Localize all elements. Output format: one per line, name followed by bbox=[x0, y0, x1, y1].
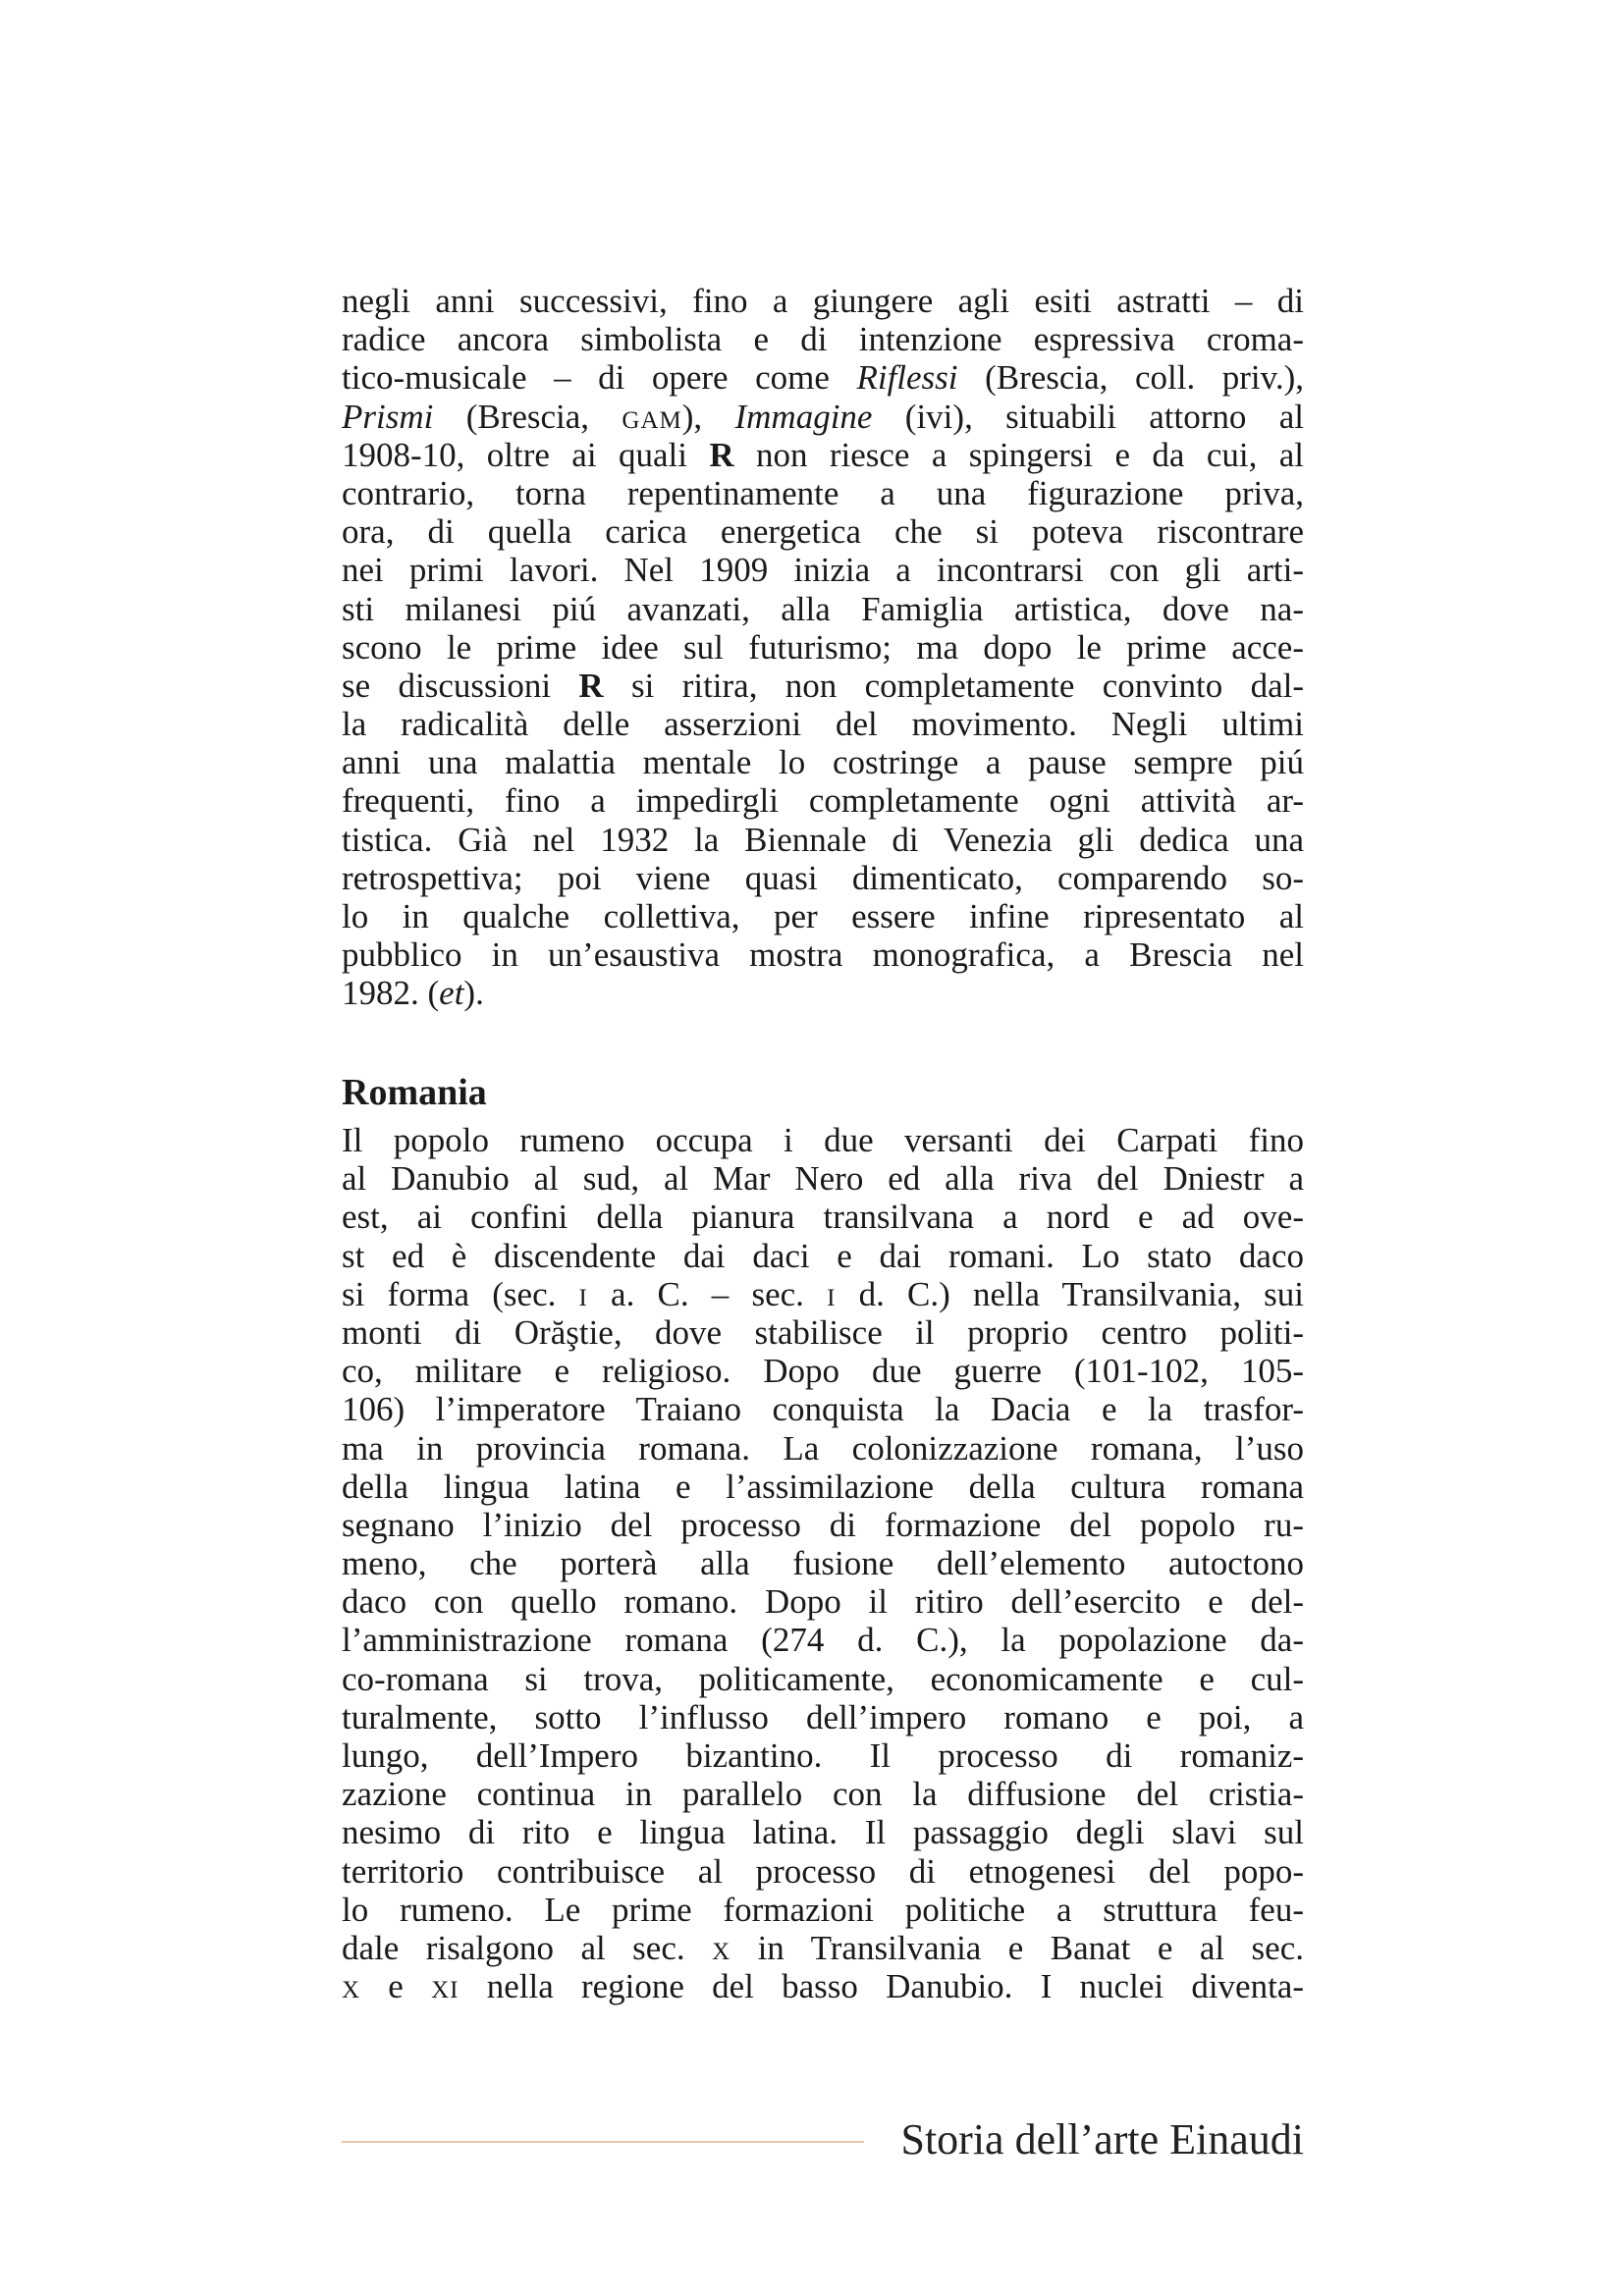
text-line: segnano l’inizio del processo di formazione del popolo ru- bbox=[342, 1505, 1304, 1544]
text-line: tistica. Già nel 1932 la Biennale di Venezia gli dedica una bbox=[342, 820, 1304, 859]
paragraph-romania bbox=[342, 1121, 1304, 2005]
text-line: ora, di quella carica energetica che si poteva riscontrare bbox=[342, 512, 1304, 552]
text-line: st ed è discendente dai daci e dai romani. Lo stato daco bbox=[342, 1236, 1304, 1275]
text-line: est, ai confini della pianura transilvana a nord e ad ove- bbox=[342, 1198, 1304, 1237]
text-line: daco con quello romano. Dopo il ritiro dell’esercito e del- bbox=[342, 1582, 1304, 1622]
text-line: x e xi nella regione del basso Danubio. I nuclei diventa- bbox=[342, 1967, 1304, 2006]
text-line: della lingua latina e l’assimilazione della cultura romana bbox=[342, 1467, 1304, 1506]
text-line: si forma (sec. i a. C. – sec. i d. C.) nella Transilvania, sui bbox=[342, 1274, 1304, 1313]
text-line: nesimo di rito e lingua latina. Il passaggio degli slavi sul bbox=[342, 1813, 1304, 1852]
text-line: anni una malattia mentale lo costringe a pause sempre piú bbox=[342, 743, 1304, 782]
text-line: radice ancora simbolista e di intenzione espressiva croma- bbox=[342, 320, 1304, 359]
text-line: contrario, torna repentinamente a una figurazione priva, bbox=[342, 473, 1304, 512]
text-line: Il popolo rumeno occupa i due versanti dei Carpati fino bbox=[342, 1121, 1304, 1159]
section-heading: Romania bbox=[342, 1072, 487, 1113]
text-line: se discussioni R si ritira, non completamente convinto dal- bbox=[342, 666, 1304, 705]
text-line: lo in qualche collettiva, per essere infine ripresentato al bbox=[342, 897, 1304, 935]
text-line: co, militare e religioso. Dopo due guerre (101-102, 105- bbox=[342, 1352, 1304, 1391]
text-line: monti di Orăştie, dove stabilisce il proprio centro politi- bbox=[342, 1312, 1304, 1352]
text-line: ma in provincia romana. La colonizzazione romana, l’uso bbox=[342, 1428, 1304, 1468]
text-line: retrospettiva; poi viene quasi dimenticato, comparendo so- bbox=[342, 858, 1304, 897]
text-line: 1982. (et). bbox=[342, 974, 484, 1013]
text-line: pubblico in un’esaustiva mostra monografica, a Brescia nel bbox=[342, 935, 1304, 975]
text-line: frequenti, fino a impedirgli completamente ogni attività ar- bbox=[342, 781, 1304, 821]
text-line: dale risalgono al sec. x in Transilvania e Banat e al sec. bbox=[342, 1928, 1304, 1967]
text-line: l’amministrazione romana (274 d. C.), la popolazione da- bbox=[342, 1621, 1304, 1660]
text-line: negli anni successivi, fino a giungere agli esiti astratti – di bbox=[342, 282, 1304, 320]
text-line: lungo, dell’Impero bizantino. Il processo di romaniz- bbox=[342, 1736, 1304, 1775]
text-line: al Danubio al sud, al Mar Nero ed alla riva del Dniestr a bbox=[342, 1159, 1304, 1199]
footer-rule bbox=[342, 2141, 864, 2143]
text-line: meno, che porterà alla fusione dell’elemento autoctono bbox=[342, 1544, 1304, 1583]
text-line: tico-musicale – di opere come Riflessi (Brescia, coll. priv.), bbox=[342, 358, 1304, 398]
footer-publication-title: Storia dell’arte Einaudi bbox=[900, 2115, 1304, 2163]
text-line: turalmente, sotto l’influsso dell’impero romano e poi, a bbox=[342, 1697, 1304, 1736]
text-line: la radicalità delle asserzioni del movimento. Negli ultimi bbox=[342, 705, 1304, 744]
text-line: co-romana si trova, politicamente, economicamente e cul- bbox=[342, 1659, 1304, 1698]
paragraph-continuation bbox=[342, 282, 1304, 1013]
text-line: zazione continua in parallelo con la diffusione del cristia- bbox=[342, 1775, 1304, 1814]
text-line: sti milanesi piú avanzati, alla Famiglia artistica, dove na- bbox=[342, 589, 1304, 628]
text-line: territorio contribuisce al processo di etnogenesi del popo- bbox=[342, 1851, 1304, 1891]
text-line: Prismi (Brescia, gam), Immagine (ivi), situabili attorno al bbox=[342, 397, 1305, 436]
text-line: 106) l’imperatore Traiano conquista la Dacia e la trasfor- bbox=[342, 1390, 1304, 1429]
text-line: 1908-10, oltre ai quali R non riesce a spingersi e da cui, al bbox=[342, 435, 1304, 474]
text-line: nei primi lavori. Nel 1909 inizia a incontrarsi con gli arti- bbox=[342, 551, 1304, 590]
text-line: lo rumeno. Le prime formazioni politiche a struttura feu- bbox=[342, 1890, 1304, 1929]
text-line: scono le prime idee sul futurismo; ma dopo le prime acce- bbox=[342, 627, 1304, 667]
